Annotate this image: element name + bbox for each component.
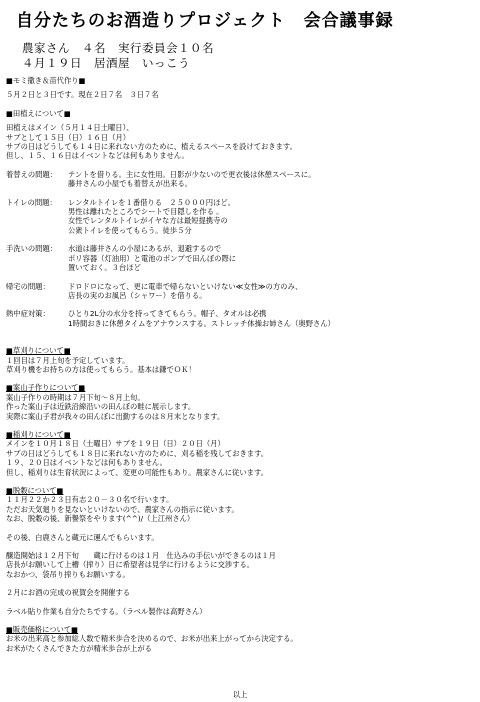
dakkoku-line: なお、脱穀の後、新譽祭をやります(^^)/（上江州さん）: [6, 514, 195, 524]
date-venue-line: ４月１９日 居酒屋 いっこう: [22, 56, 190, 70]
item-label: 手洗いの問題：: [6, 244, 58, 254]
heading-kusakari: ■草刈りについて■: [6, 346, 71, 356]
brewing-line: なおかつ、袋吊り搾りもお願いする。: [6, 569, 130, 579]
taue-item-toilet: [6, 198, 476, 236]
kakashi-line: 実際に案山子君が我々の田んぼに出勤するのは８月末となります。: [6, 411, 225, 421]
item-line: 水道は藤井さんの小屋にあるが、退避するので: [68, 244, 222, 254]
item-line: 1時間おきに休憩タイムをアナウンスする。ストレッチ体操お姉さん（奥野さん）: [68, 318, 335, 328]
taue-item-necchusho: [6, 309, 476, 328]
item-line: テントを借りる。主に女性用。日影が少ないので更衣後は休憩スペースに。: [68, 169, 316, 179]
inekari-line: メインを１０月１８日（土曜日）サブを１９日（日）２０日（月）: [6, 439, 225, 449]
party-line: ２月にお酒の完成の祝賀会を開催する: [6, 588, 131, 598]
momi-line: ５月２日と３日です。現在２日７名 ３日７名: [6, 90, 159, 100]
heading-kakashi: ■案山子作りについて■: [6, 383, 86, 393]
item-line: ひとり2L分の水分を持ってきてもらう。帽子、タオルは必携: [68, 309, 267, 319]
label-work-line: ラベル貼り作業も自分たちでする。（ラベル製作は高野さん）: [6, 606, 207, 616]
item-line: 置いておく。３台ほど: [68, 263, 141, 273]
taue-item-kigae: [6, 170, 476, 189]
brewing-line: 店長がお願いして上槽（搾り）日に希望者は見学に行けるように交渉する。: [6, 560, 255, 570]
kakashi-line: 案山子作りの時期は７月下旬～８月上旬。: [6, 392, 145, 402]
hanbai-line: お米の出来高と参加総人数で精米歩合を決めるので、お米が出来上がってから決定する。: [6, 634, 298, 644]
dakkoku-line: １１月２２か２３日有志２０－３０名で行います。: [6, 495, 174, 505]
item-label: 着替えの問題：: [6, 169, 58, 179]
heading-hanbai: ■販売価格について■: [6, 625, 79, 635]
item-line: 女性でレンタルトイレがイヤな方は最短提携寺の: [68, 216, 228, 226]
heading-taue: ■田植えについて■: [6, 108, 71, 118]
dakkoku-after-line: その後、白鹿さんと蔵元に運んでもらいます。: [6, 532, 159, 542]
kakashi-line: 作った案山子は近鉄沿線沿いの田んぼの畦に展示します。: [6, 402, 196, 412]
attendees-line: 農家さん ４名 実行委員会１０名: [22, 41, 214, 55]
document-title: 自分たちのお酒造りプロジェクト 会合議事録: [16, 11, 394, 31]
item-line: 店長の実のお風呂（シャワー）を借りる。: [68, 290, 207, 300]
brewing-line: 醸造開始は１２月下旬 蔵に行けるのは１月 仕込みの手伝いができるのは１月: [6, 551, 276, 561]
dakkoku-line: ただお天気廻りを見ないといけないので、農家さんの指示に従います。: [6, 504, 239, 514]
heading-inekari: ■稲刈りについて■: [6, 429, 71, 439]
heading-momi: ■モミ撒き＆苗代作り■: [6, 76, 86, 85]
taue-intro-line: 但し、１５、１６日はイベントなどは何もありません。: [6, 151, 189, 161]
item-label: 帰宅の問題：: [6, 281, 50, 291]
hanbai-line: お米がたくさんできた方が精米歩合が上がる: [6, 643, 152, 653]
taue-intro-line: 田植えはメイン（５月１４日土曜日）、: [6, 123, 134, 133]
taue-item-tearai: [6, 244, 476, 272]
item-label: 熱中症対策：: [6, 309, 50, 319]
minutes-body: [6, 76, 476, 653]
taue-item-kitaku: [6, 282, 476, 301]
taue-intro-line: サブの日はどうしても１４日に来れない方のために、植えるスペースを設けておきます。: [6, 142, 297, 152]
taue-intro-line: サブとして１５日（日）１６日（月）: [6, 132, 131, 142]
item-label: トイレの問題：: [6, 197, 57, 207]
item-line: 男性は離れたところでシートで目隠しを作る 。: [68, 207, 224, 217]
kusakari-line: １回目は７月上旬を予定しています。: [6, 355, 130, 365]
inekari-line: １９、２０日はイベントなどは何もありません。: [6, 458, 167, 468]
heading-dakkoku: ■脱穀について■: [6, 486, 64, 495]
inekari-line: サブの日はどうしても１８日に来れない方のために、刈る稲を残しておきます。: [6, 448, 269, 458]
item-line: レンタルトイレを１番借りる ２５０００円ほど。: [68, 197, 235, 207]
item-line: ドロドロになって、更に電車で帰らないといけない≪女性≫の方のみ、: [68, 281, 303, 291]
item-line: 藤井さんの小屋でも着替えが出来る。: [68, 179, 193, 189]
item-line: 公衆トイレを使ってもらう。徒歩５分: [68, 225, 192, 235]
kusakari-line: 草刈り機をお持ちの方は使ってもらう。基本は鎌でＯＫ！: [6, 364, 196, 374]
closing-remark: 以上: [232, 690, 248, 699]
inekari-line: 但し、稲刈りは生育状況によって、変更の可能性もあり。農家さんに従います。: [6, 467, 268, 477]
item-line: ポリ容器（灯油用）と電池のポンプで田んぼの際に: [68, 253, 237, 263]
